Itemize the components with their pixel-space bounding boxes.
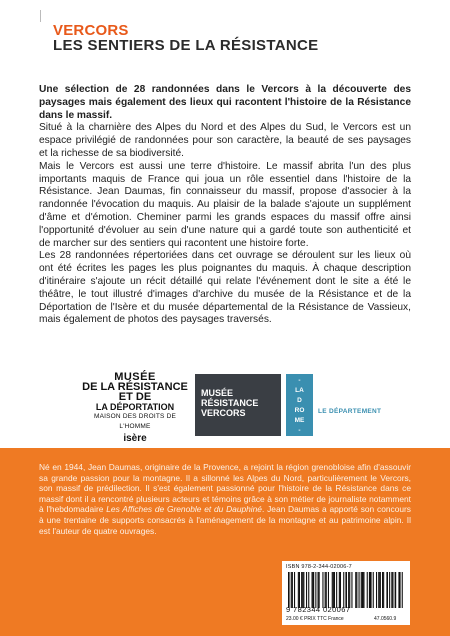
barcode-number: 9 782344 020067 — [286, 605, 351, 614]
top-divider — [40, 10, 41, 22]
barcode-box — [282, 561, 410, 625]
price-label: 23.00 € PRIX TTC France — [286, 616, 344, 622]
author-bio: Né en 1944, Jean Daumas, originaire de la Provence, a rejoint la région grenobloise afin d'assouvir sa grande passion pour la montagne. Il a sillonné les Alpes du Nord, particulièrement le Vercors, son massif de prédilection. Il s'est également passionné pour l'histoire de la Résistance dans ce massif dont il a rencontré plusieurs acteurs et témoins grâce à son métier de journaliste notamment à l'hebdomadaire Les Affiches de Grenoble et du Dauphiné. Jean Daumas a apporté son concours à une trentaine de supports consacrés à l'aménagement de la montagne et au patrimoine alpin. Il est l'auteur de quatre ouvrages. — [39, 462, 411, 536]
blurb-paragraph-1: Situé à la charnière des Alpes du Nord et des Alpes du Sud, le Vercors est un espace privilégié de randonnées pour son caractère, la beauté de ses paysages et la richesse de sa biodiversité. — [39, 122, 411, 159]
book-title: LES SENTIERS DE LA RÉSISTANCE — [53, 37, 319, 54]
partner-logos — [80, 372, 410, 442]
la-drome-logo: - LA D RO ME - — [286, 374, 313, 436]
header — [53, 23, 413, 54]
product-code: 47.0560.9 — [374, 616, 397, 622]
departement-label: LE DÉPARTEMENT — [318, 408, 382, 415]
musee-resistance-vercors-logo: MUSÉE RÉSISTANCE VERCORS — [195, 374, 281, 436]
publication-title: Les Affiches de Grenoble et du Dauphiné — [106, 504, 262, 515]
blurb-lead: Une sélection de 28 randonnées dans le Vercors à la découverte des paysages mais également des lieux qui racontent l'histoire de la Résistance dans le massif. — [39, 84, 411, 121]
header-kicker: VERCORS — [53, 22, 129, 39]
barcode-icon — [288, 572, 404, 608]
isbn-label: ISBN 978-2-344-02006-7 — [286, 564, 352, 570]
blurb-paragraph-3: Les 28 randonnées répertoriées dans cet ouvrage se déroulent sur les lieux où ont été écrites les pages les plus poignantes du maquis. À chaque description d'itinéraire s'ajoute un récit détaillé qui relate l'événement dont le site a été le théâtre, le tout illustré d'images d'archive du musée de la Résistance et de la Déportation de l'Isère et du musée départemental de la Résistance de Vassieux, mais également de photos des paysages traversés. — [39, 250, 411, 326]
blurb-paragraph-2: Mais le Vercors est aussi une terre d'histoire. Le massif abrita l'un des plus importants maquis de France qui joua un rôle essentiel dans l'histoire de la Résistance. Jean Daumas, fin connaisseur du massif, propose d'associer à la randonnée l'évocation du maquis. Au plaisir de la balade s'ajoute un supplément d'âme et d'émotion. Cheminer parmi les grands espaces du massif offre ainsi l'opportunité d'évoluer au sein d'une nature qui a gardé toute son authenticité et de marcher sur des sentiers qui racontent une histoire forte. — [39, 160, 411, 249]
musee-isere-logo: MUSÉE DE LA RÉSISTANCE ET DE LA DÉPORTATION MAISON DES DROITS DE L'HOMME isère — [82, 371, 188, 444]
blurb — [39, 84, 411, 327]
